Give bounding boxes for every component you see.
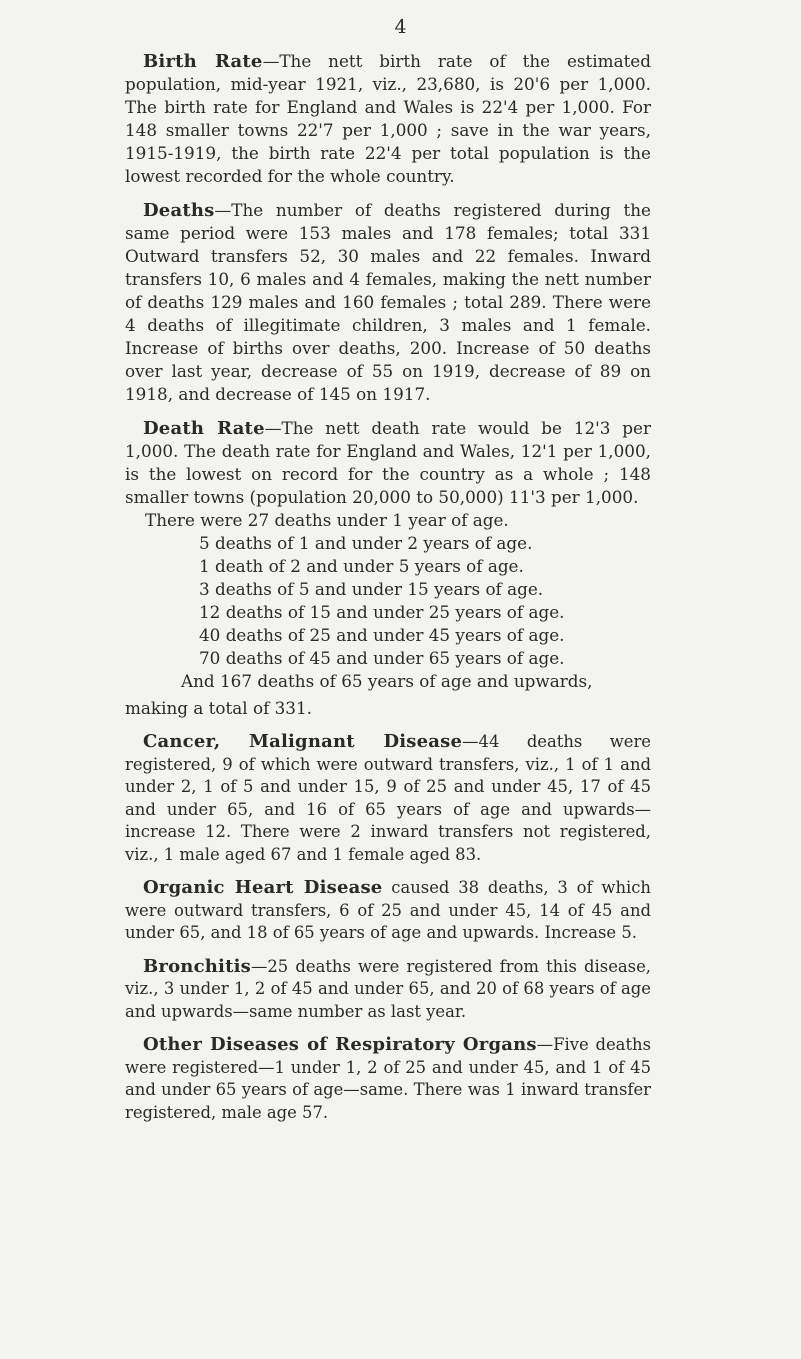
- paragraph-heart-disease: [125, 877, 651, 945]
- text-death-rate: —The nett death rate would be 12'3 per 1,000. The death rate for England and Wales, 12'1 per 1,000, is the lowest on record for the country as a whole ; 148 smaller towns (population 20,000 to 50,000) 11'3 per 1,000.: [125, 418, 651, 507]
- text-respiratory: —Five deaths were registered—1 under 1, 2 of 25 and under 45, and 1 of 45 and under 65 years of age—same. There was 1 inward transfer registered, male age 57.: [125, 1035, 651, 1122]
- heading-bronchitis: Bronchitis: [143, 955, 251, 977]
- age-item: 5 deaths of 1 and under 2 years of age.: [199, 533, 533, 553]
- paragraph-cancer: [125, 731, 651, 866]
- heading-death-rate: Death Rate: [143, 418, 265, 439]
- text-heart-disease: caused 38 deaths, 3 of which were outward transfers, 6 of 25 and under 45, 14 of 45 and under 65, and 18 of 65 years of age and upwards. Increase 5.: [125, 878, 651, 942]
- paragraph-bronchitis: [125, 956, 651, 1024]
- paragraph-deaths: [125, 199, 651, 406]
- age-item: And 167 deaths of 65 years of age and upwards,: [181, 671, 593, 691]
- text-bronchitis: —25 deaths were registered from this disease, viz., 3 under 1, 2 of 45 and under 65, and 20 of 68 years of age and upwards—same number as last year.: [125, 956, 651, 1021]
- paragraph-respiratory: [125, 1034, 651, 1124]
- age-item: 12 deaths of 15 and under 25 years of age.: [199, 602, 565, 622]
- age-total-continuation: making a total of 331.: [125, 698, 312, 718]
- age-breakdown-list: [125, 509, 651, 693]
- text-deaths: —The number of deaths registered during the same period were 153 males and 178 females; total 331 Outward transfers 52, 30 males and 22 females. Inward transfers 10, 6 males and 4 females, making the nett number of deaths 129 males and 160 females ; total 289. There were 4 deaths of illegitimate children, 3 males and 1 female. Increase of births over deaths, 200. Increase of 50 deaths over last year, decrease of 55 on 1919, decrease of 89 on 1918, and decrease of 145 on 1917.: [125, 200, 651, 404]
- page-number: 4: [394, 16, 407, 38]
- text-cancer: —44 deaths were registered, 9 of which were outward transfers, viz., 1 of 1 and under 2, 1 of 5 and under 15, 9 of 25 and under 45, 17 of 45 and under 65, and 16 of 65 years of age and upwards—increase 12. There were 2 inward transfers not registered, viz., 1 male aged 67 and 1 female aged 83.: [125, 732, 652, 864]
- age-item: There were 27 deaths under 1 year of age.: [145, 510, 509, 530]
- heading-heart-disease: Organic Heart Disease: [143, 877, 383, 898]
- age-item: 3 deaths of 5 and under 15 years of age.: [199, 579, 544, 599]
- heading-birth-rate: Birth Rate: [143, 51, 263, 72]
- text-birth-rate: —The nett birth rate of the estimated population, mid-year 1921, viz., 23,680, is 20'6 per 1,000. The birth rate for England and Wales is 22'4 per 1,000. For 148 smaller towns 22'7 per 1,000 ; save in the war years, 1915-1919, the birth rate 22'4 per total population is the lowest recorded for the whole country.: [125, 51, 651, 186]
- age-item: 1 death of 2 and under 5 years of age.: [199, 556, 524, 576]
- heading-cancer: Cancer, Malignant Disease: [143, 731, 463, 752]
- age-item: 40 deaths of 25 and under 45 years of age.: [199, 625, 565, 645]
- disease-sections: [125, 731, 651, 1124]
- heading-deaths: Deaths: [143, 200, 215, 221]
- heading-respiratory: Other Diseases of Respiratory Organs: [143, 1034, 537, 1055]
- paragraph-birth-rate: [125, 50, 651, 188]
- age-item: 70 deaths of 45 and under 65 years of age.: [199, 648, 565, 668]
- paragraph-death-rate: [125, 417, 651, 509]
